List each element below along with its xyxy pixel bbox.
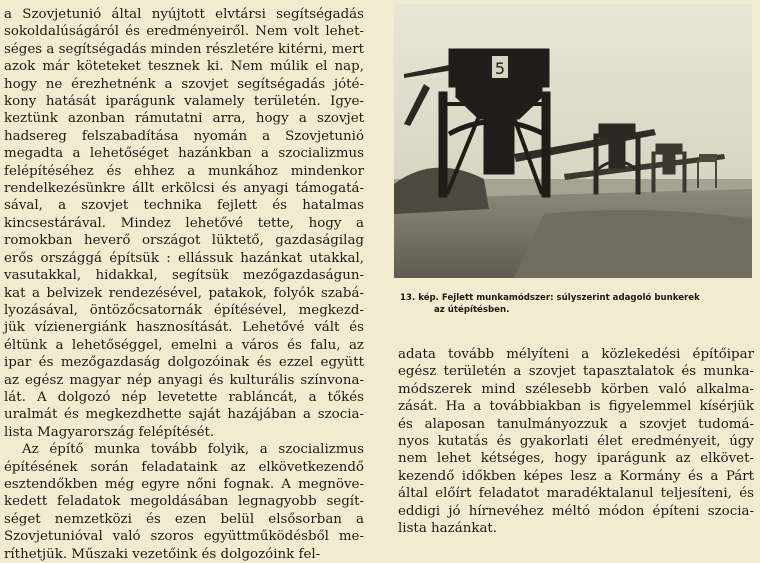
text-line: építésének során feladataink az elkövetkezendő (4, 459, 364, 475)
text-line: erős országgá építsük : ellássuk hazánkat utakkal, (4, 250, 364, 266)
text-line: keztünk azonban rámutatni arra, hogy a szovjet (4, 111, 364, 127)
text-line: megadta a lehetőséget hazánkban a szocializmus (4, 146, 364, 162)
text-line: lyozásával, öntözőcsatornák építésével, megkezd- (4, 302, 364, 318)
text-line: által előírt feladatot maradéktalanul teljesíteni, és (398, 486, 754, 502)
text-line: éltünk a lehetőséggel, emelni a város és falu, az (4, 337, 364, 353)
right-text-column (398, 346, 754, 537)
text-line: ríthetjük. Műszaki vezetőink és dolgozóink fel- (4, 546, 321, 562)
text-line: Szovjetunióval való szoros együttműködésből me- (4, 529, 364, 545)
text-line: eddigi jó hírnevéhez méltó módon építeni szocia- (398, 503, 754, 519)
text-line: módszerek mind szélesebb körben való alkalma- (398, 381, 754, 397)
caption-line-2: az útépítésben. (434, 305, 510, 315)
text-line: kat a belvizek rendezésével, patakok, folyók szabá- (4, 285, 364, 301)
text-line: hadsereg felszabadítása nyomán a Szovjetunió (4, 128, 364, 144)
text-line: egész területén a szovjet tapasztalatok és munka- (398, 364, 754, 380)
text-line: lát. A dolgozó nép levetette rabláncát, a tőkés (4, 389, 364, 405)
photo-bunkers (394, 4, 752, 278)
text-line: hogy ne érezhetnénk a szovjet segítségadás jóté- (4, 76, 364, 92)
text-line: romokban heverő országot lüktető, gazdaságilag (4, 233, 364, 249)
text-line: Az építő munka tovább folyik, a szocializmus (22, 442, 364, 458)
text-line: esztendőkben még egyre nőni fognak. A megnöve- (4, 476, 364, 492)
text-line: az egész magyar nép anyagi és kulturális színvona- (4, 372, 364, 388)
text-line: nem lehet kétséges, hogy iparágunk az elkövet- (398, 451, 754, 467)
text-line: kony hatását iparágunk valamely területén. Igye- (4, 94, 364, 110)
text-line: kedett feladatok megoldásában legnagyobb segít- (4, 494, 364, 510)
text-line: ipar és mezőgazdaság dolgozóinak és ezzel együtt (4, 355, 364, 371)
text-line: és alaposan tanulmányozzuk a szovjet tudomá- (398, 416, 754, 432)
text-line: séget nemzetközi és ezen belül elsősorban a (4, 511, 364, 527)
road-construction-photo (394, 4, 752, 278)
text-line: a Szovjetunió által nyújtott elvtársi segítségadás (4, 7, 364, 22)
text-line: nyos kutatás és gyakorlati élet eredményeit, úgy (398, 434, 754, 450)
text-line: jük vízienergiánk hasznosítását. Lehetővé vált és (4, 320, 364, 336)
left-text-column (4, 6, 364, 563)
text-line: sával, a szovjet technika fejlett és hatalmas (4, 198, 364, 214)
text-line: uralmát és megkezdhette saját hazájában a szocia- (4, 407, 364, 423)
text-line: vasutakkal, hidakkal, segítsük mezőgazdaságun- (4, 268, 364, 284)
text-line: séges a segítségadás minden részletére kitérni, mert (4, 41, 364, 57)
text-line: lista hazánkat. (398, 521, 498, 537)
text-line: adata tovább mélyíteni a közlekedési építőipar (398, 347, 754, 362)
text-line: lista Magyarország felépítését. (4, 424, 215, 440)
text-line: kincsestárával. Mindez lehetővé tette, hogy a (4, 215, 364, 231)
bunker-number: 5 (494, 59, 506, 78)
text-line: azok már köteteket tesznek ki. Nem múlik el nap, (4, 59, 364, 75)
photo-caption (400, 292, 754, 316)
text-line: rendelkezésünkre állt erkölcsi és anyagi támogatá- (4, 181, 364, 197)
text-line: kezendő időkben képes lesz a Kormány és a Párt (398, 468, 754, 484)
caption-line-1: 13. kép. Fejlett munkamódszer: súlyszerint adagoló bunkerek (400, 293, 700, 303)
text-line: felépítéséhez és ehhez a munkához mindenkor (4, 163, 364, 179)
text-line: sokoldalúságáról és eredményeiről. Nem volt lehet- (4, 24, 364, 40)
text-line: zását. Ha a továbbiakban is figyelemmel kísérjük (398, 399, 754, 415)
